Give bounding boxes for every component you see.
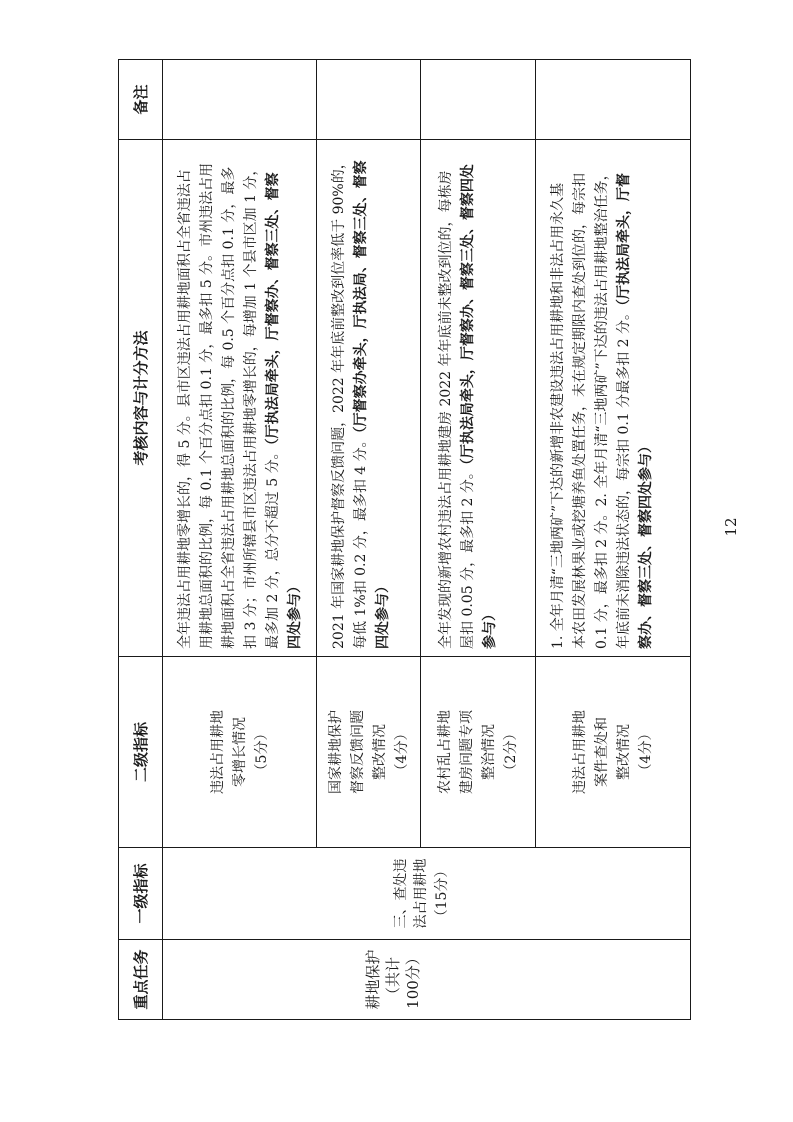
responsible-dept-text: 四处参与） [375, 579, 391, 649]
assessment-table [118, 59, 691, 1020]
level2-indicator-cell [163, 656, 317, 847]
content-text: 每低 1%扣 0.2 分，最多扣 4 分。 [353, 433, 369, 649]
level2-indicator-line: 农村乱占耕地 [437, 710, 453, 794]
level2-indicator-line: （4分） [393, 726, 410, 778]
header-assessment-content: 考核内容与计分方法 [119, 139, 163, 656]
level2-indicator-line: 整治情况 [481, 724, 497, 780]
content-text: 全年违法占用耕地零增长的，得 5 分。县市区违法占用耕地面积占全省违法占 [177, 169, 193, 649]
level2-indicator-line: 整改情况 [616, 724, 632, 780]
content-line [196, 144, 218, 649]
content-text: 用耕地总面积的比例，每 0.1 个百分点扣 0.1 分，最多扣 5 分。市州违法占用 [199, 162, 215, 649]
content-line [547, 144, 569, 649]
level1-indicator-line: 法占用耕地 [413, 858, 430, 929]
content-text: 1. 全年月清“三地两矿”下达的新增非农建设违法占用耕地和非法占用永久基 [550, 182, 566, 649]
responsible-dept-text: 参与） [482, 607, 498, 649]
header-remarks: 备注 [119, 59, 163, 139]
content-line [613, 144, 635, 649]
content-text: 年底前未消除违法状态的，每宗扣 0.1 分最多扣 2 分。 [616, 306, 632, 649]
responsible-dept-text: （厅督察办牵头，厅执法局、督察三处、督察 [353, 160, 369, 434]
level2-indicator-line: 违法占用耕地 [572, 710, 588, 794]
content-line [174, 144, 196, 649]
content-line [479, 144, 501, 649]
key-task-line: （共计 [383, 957, 402, 1003]
header-key-task: 重点任务 [119, 939, 163, 1019]
level2-indicator-line: 案件查处和 [594, 717, 610, 787]
content-text: 扣 3 分；市州所辖县市区违法占用耕地零增长的，每增加 1 个县市区加 1 分， [243, 161, 259, 649]
assessment-content-cell [317, 139, 421, 656]
responsible-dept-text: 察办、督察三处、督察四处参与） [638, 439, 654, 649]
content-text: 耕地面积占全省违法占用耕地总面积的比例，每 0.5 个百分点扣 0.1 分，最多 [221, 166, 237, 649]
responsible-dept-text: （厅执法局牵头，厅督察办、督察三处、督察 [265, 172, 281, 446]
key-task-line: 100分） [403, 950, 422, 1009]
key-task-cell [163, 939, 691, 1019]
level2-indicator-line: 督察反馈问题 [349, 710, 366, 794]
header-level2-indicator: 二级指标 [119, 656, 163, 847]
content-line [591, 144, 613, 649]
level2-indicator-cell [317, 656, 421, 847]
remarks-cell [536, 59, 691, 139]
assessment-content-cell [421, 139, 536, 656]
content-text: 2021 年国家耕地保护督察反馈问题，2022 年年底前整改到位率低于 90%的， [331, 155, 347, 649]
level2-indicator-line: 建房问题专项 [459, 710, 475, 794]
level1-indicator-line: 三、查处违 [392, 858, 409, 929]
level1-indicator-line: （15分） [433, 863, 450, 924]
page-number: 12 [722, 517, 740, 537]
header-level1-indicator: 一级指标 [119, 847, 163, 939]
level2-indicator-line: （4分） [638, 726, 654, 778]
responsible-dept-text: （厅执法局牵头，厅督 [616, 173, 632, 307]
content-line [372, 144, 394, 649]
responsible-dept-text: （厅执法局牵头，厅督察办、督察三处、督察四处 [460, 164, 476, 466]
content-line [569, 144, 591, 649]
content-line [240, 144, 262, 649]
content-line [635, 144, 657, 649]
level1-indicator-cell [163, 847, 691, 939]
level2-indicator-line: （2分） [503, 726, 519, 778]
content-line [457, 144, 479, 649]
level2-indicator-cell [536, 656, 691, 847]
content-line [218, 144, 240, 649]
assessment-content-cell [163, 139, 317, 656]
level2-indicator-line: 违法占用耕地 [209, 710, 226, 794]
remarks-cell [317, 59, 421, 139]
level2-indicator-cell [421, 656, 536, 847]
responsible-dept-text: 四处参与） [287, 579, 303, 649]
level2-indicator-line: 整改情况 [371, 724, 388, 780]
remarks-cell [163, 59, 317, 139]
content-text: 本农田发展林果业或挖塘养鱼处置任务，未在规定期限内查处到位的，每宗扣 [572, 173, 588, 649]
content-text: 最多加 2 分，总分不超过 5 分。 [265, 445, 281, 649]
content-line [435, 144, 457, 649]
content-line [262, 144, 284, 649]
content-line [328, 144, 350, 649]
content-text: 屋扣 0.05 分，最多扣 2 分。 [460, 465, 476, 649]
key-task-line: 耕地保护 [363, 949, 382, 1010]
content-line [350, 144, 372, 649]
content-line [284, 144, 306, 649]
assessment-content-cell [536, 139, 691, 656]
content-text: 0.1 分，最多扣 2 分。2. 全年月清“三地两矿”下达的违法占用耕地整治任务， [594, 166, 610, 649]
level2-indicator-line: 国家耕地保护 [327, 710, 344, 794]
level2-indicator-line: 零增长情况 [231, 717, 248, 787]
level2-indicator-line: （5分） [253, 726, 270, 778]
content-text: 全年发现的新增农村违法占用耕地建房 2022 年年底前未整改到位的，每栋房 [438, 170, 454, 649]
remarks-cell [421, 59, 536, 139]
